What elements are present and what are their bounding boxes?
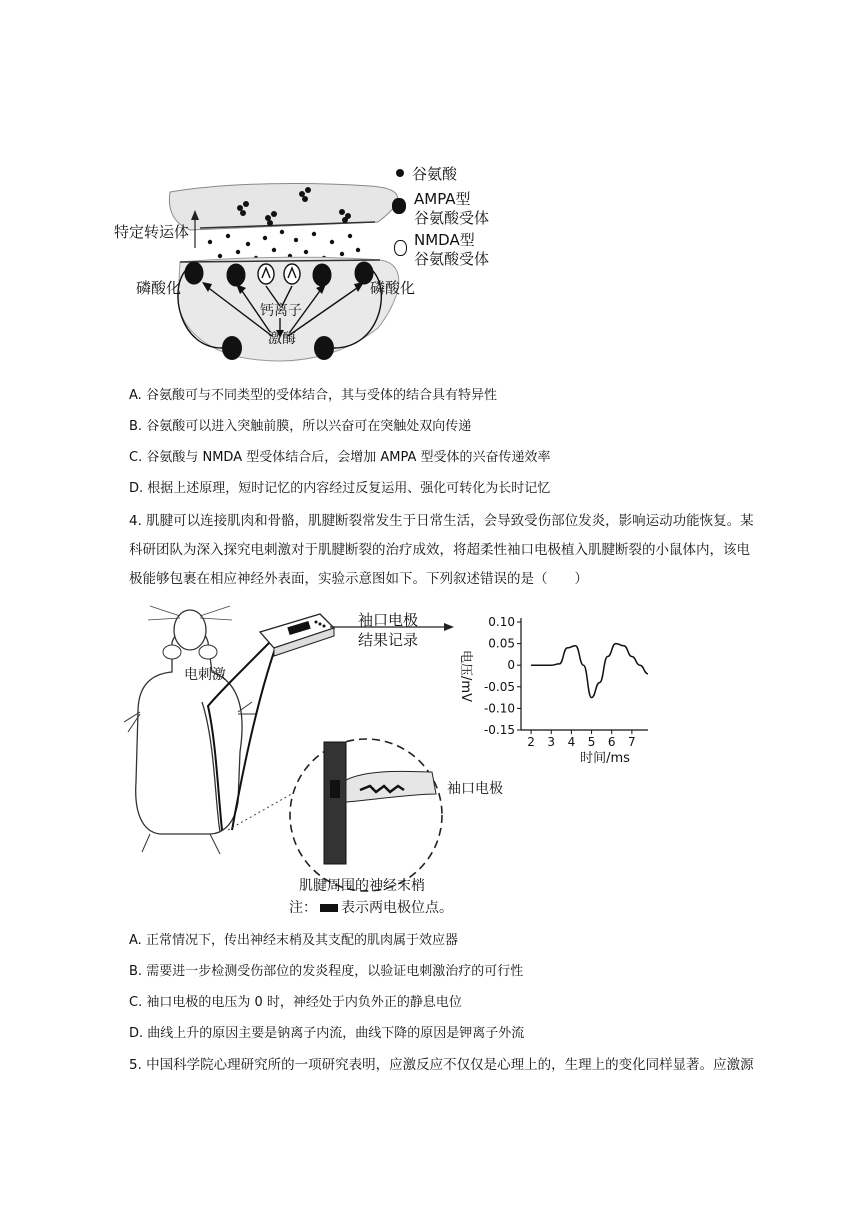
q5-stem xyxy=(129,1055,769,1075)
x-tick-label: 4 xyxy=(567,735,576,749)
label-cuff-record-1: 袖口电极 xyxy=(358,611,419,629)
figure-note: 注： 表示两电极位点。 xyxy=(289,900,453,916)
dot-icon xyxy=(396,169,404,177)
series-line xyxy=(531,644,648,698)
x-tick-label: 7 xyxy=(628,735,636,749)
q5-line-1: 5. 中国科学院心理研究所的一项研究表明，应激反应不仅仅是心理上的，生理上的变化同样显著。应激源 xyxy=(129,1057,754,1073)
nerve-fiber xyxy=(324,742,346,864)
electrode-site-icon xyxy=(320,904,338,912)
x-tick-label: 6 xyxy=(607,735,616,749)
q3-option-d: D. 根据上述原理，短时记忆的内容经过反复运用、强化可转化为长时记忆 xyxy=(129,481,551,496)
q4-line-2: 科研团队为深入探究电刺激对于肌腱断裂的治疗成效，将超柔性袖口电极植入肌腱断裂的小鼠体内，该电 xyxy=(129,542,750,558)
q4-line-1: 4. 肌腱可以连接肌肉和骨骼，肌腱断裂常发生于日常生活，会导致受伤部位发炎，影响运动功能恢复。某 xyxy=(129,513,754,529)
y-tick-label: -0.15 xyxy=(483,723,515,737)
q3-option-a: A. 谷氨酸可与不同类型的受体结合，其与受体的结合具有特异性 xyxy=(129,388,497,403)
x-tick-label: 3 xyxy=(547,735,556,749)
y-tick-label: -0.10 xyxy=(483,701,515,716)
legend-glutamate: 谷氨酸 xyxy=(412,165,458,183)
legend-ampa-line2: 谷氨酸受体 xyxy=(414,209,490,227)
y-tick-label: -0.05 xyxy=(483,679,515,694)
q4-option-c: C. 袖口电极的电压为 0 时，神经处于内负外正的静息电位 xyxy=(129,995,462,1010)
voltage-chart xyxy=(448,608,663,768)
label-cuff-electrode: 袖口电极 xyxy=(447,781,503,797)
legend-ampa-line1: AMPA型 xyxy=(414,190,471,208)
label-phosphorylation-right: 磷酸化 xyxy=(370,279,416,297)
legend-nmda-line2: 谷氨酸受体 xyxy=(414,250,490,268)
y-axis-label: 电压/mV xyxy=(458,650,473,702)
y-tick-label: 0.10 xyxy=(488,615,515,629)
q4-option-a: A. 正常情况下，传出神经末梢及其支配的肌肉属于效应器 xyxy=(129,933,458,948)
q4-option-d: D. 曲线上升的原因主要是钠离子内流，曲线下降的原因是钾离子外流 xyxy=(129,1026,525,1041)
x-tick-label: 2 xyxy=(527,735,535,749)
q3-option-b: B. 谷氨酸可以进入突触前膜，所以兴奋可在突触处双向传递 xyxy=(129,419,472,434)
q4-option-b: B. 需要进一步检测受伤部位的发炎程度，以验证电刺激治疗的可行性 xyxy=(129,964,524,979)
nmda-receptor-icon xyxy=(394,240,407,256)
ampa-receptor-icon xyxy=(392,198,406,214)
q3-option-c: C. 谷氨酸与 NMDA 型受体结合后，会增加 AMPA 型受体的兴奋传递效率 xyxy=(129,450,551,465)
label-cuff-record-2: 结果记录 xyxy=(358,631,419,649)
recording-device xyxy=(260,614,334,656)
label-calcium: 钙离子 xyxy=(260,303,302,319)
label-nerve-ending: 肌腱周围的神经末梢 xyxy=(299,878,425,894)
label-phosphorylation-left: 磷酸化 xyxy=(136,279,182,297)
q4-stem xyxy=(129,511,769,589)
label-transporter: 特定转运体 xyxy=(114,223,190,241)
x-tick-label: 5 xyxy=(587,735,596,749)
q4-line-3: 极能够包裹在相应神经外表面，实验示意图如下。下列叙述错误的是（ ） xyxy=(129,571,588,587)
mouse-body xyxy=(136,625,242,834)
y-tick-label: 0.05 xyxy=(488,636,515,651)
zoom-circle xyxy=(290,739,442,891)
x-axis-label: 时间/ms xyxy=(580,751,630,766)
y-tick-label: 0 xyxy=(507,658,515,673)
label-stimulation: 电刺激 xyxy=(184,667,226,683)
label-kinase: 激酶 xyxy=(268,331,296,347)
legend-nmda-line1: NMDA型 xyxy=(414,231,475,249)
